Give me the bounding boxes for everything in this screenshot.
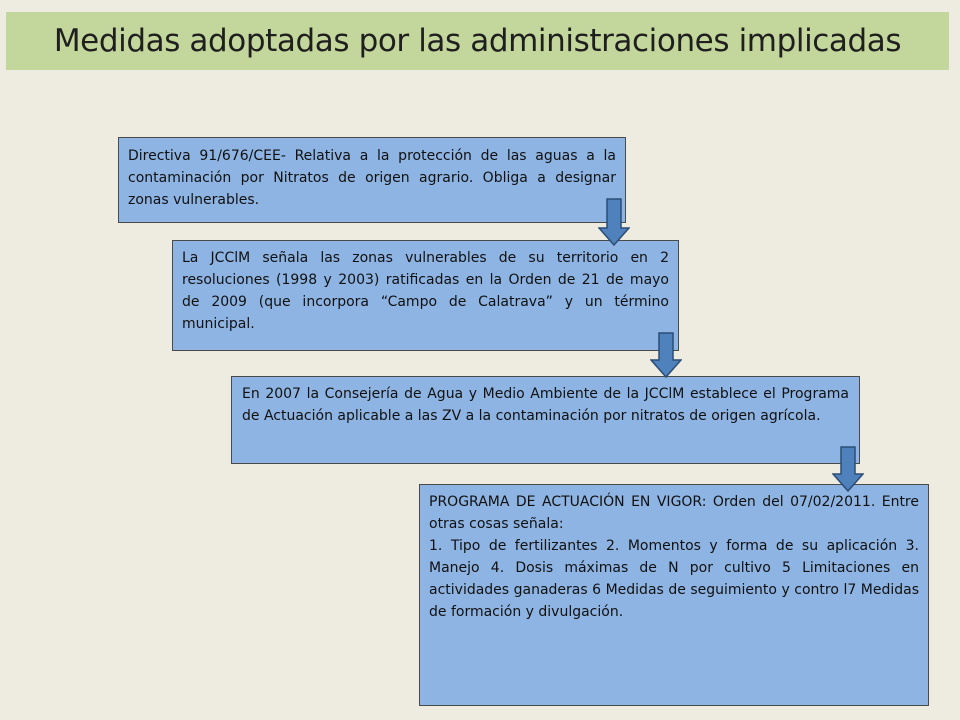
step-box-jccm-zonas <box>172 240 679 351</box>
step-text-list: 1. Tipo de fertilizantes 2. Momentos y forma de su aplicación 3. Manejo 4. Dosis máximas de N por cultivo 5 Limitaciones en actividades ganaderas 6 Medidas de seguimiento y contro l7 Medidas de formación y divulgación. <box>429 538 919 620</box>
down-arrow-icon <box>650 332 682 378</box>
step-box-programa-2007 <box>231 376 860 464</box>
step-text: En 2007 la Consejería de Agua y Medio Ambiente de la JCClM establece el Programa de Actuación aplicable a las ZV a la contaminación por nitratos de origen agrícola. <box>242 386 849 424</box>
step-text: Directiva 91/676/CEE- Relativa a la protección de las aguas a la contaminación por Nitratos de origen agrario. Obliga a designar zonas vulnerables. <box>128 148 616 208</box>
step-text-heading: PROGRAMA DE ACTUACIÓN EN VIGOR: Orden del 07/02/2011. Entre otras cosas señala: <box>429 494 919 532</box>
title-bar <box>6 12 949 70</box>
step-text: La JCClM señala las zonas vulnerables de su territorio en 2 resoluciones (1998 y 2003) ratificadas en la Orden de 21 de mayo de 2009 (que incorpora “Campo de Calatrava” y un término municipal. <box>182 250 669 332</box>
down-arrow-icon <box>832 446 864 492</box>
down-arrow-icon <box>598 198 630 246</box>
step-box-directiva <box>118 137 626 223</box>
step-box-programa-vigor <box>419 484 929 706</box>
page-title: Medidas adoptadas por las administraciones implicadas <box>53 23 902 59</box>
